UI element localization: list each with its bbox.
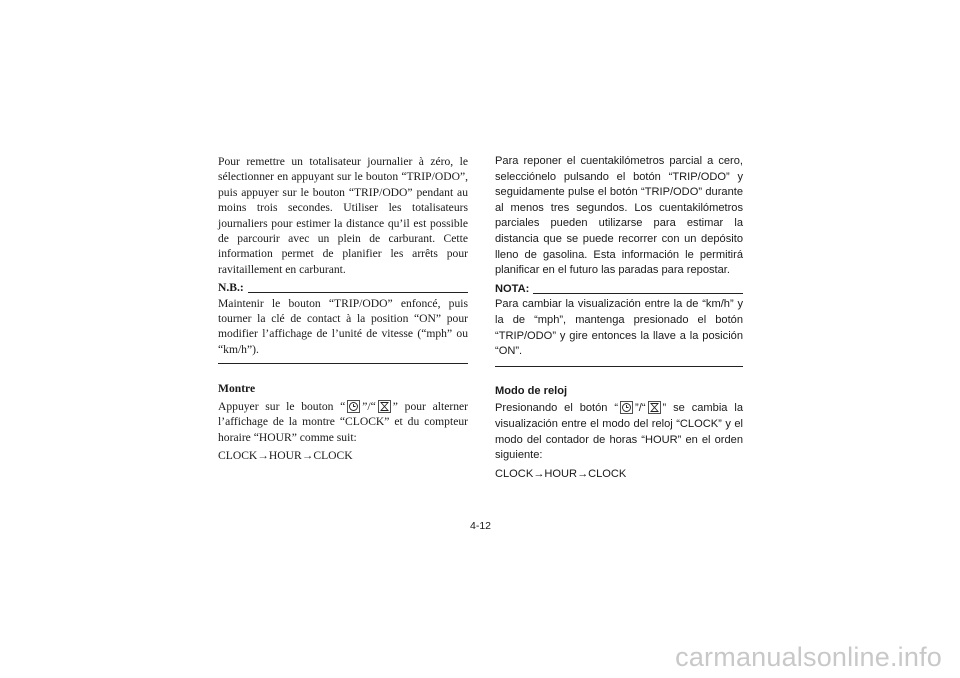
french-note-text: Maintenir le bouton “TRIP/ODO” enfoncé, puis tourner la clé de contact à la position “ON” pour modifier l’affichage de l’unité de vitesse (“mph” ou “km/h”). bbox=[218, 296, 468, 356]
french-column bbox=[218, 154, 468, 463]
french-clock-heading: Montre bbox=[218, 382, 256, 396]
french-reset-paragraph: Pour remettre un totalisateur journalier à zéro, le sélectionner en appuyant sur le bouton “TRIP/ODO”, puis appuyer sur le bouton “TRIP/ODO” pendant au moins trois secondes. Utiliser les totalisateurs journaliers pour estimer la distance qu’il est possible de parcourir avec un plein de carburant. Cette information permet de planifier les arrêts pour ravitaillement en carburant. bbox=[218, 155, 468, 276]
spanish-sequence: CLOCK→HOUR→CLOCK bbox=[495, 467, 627, 480]
french-sequence: CLOCK→HOUR→CLOCK bbox=[218, 448, 353, 462]
french-note-end-rule bbox=[218, 363, 468, 364]
spanish-note-rule bbox=[533, 293, 743, 294]
french-clock-text-before: Appuyer sur le bouton “ bbox=[218, 399, 346, 413]
spanish-clock-text-before: Presionando el botón “ bbox=[495, 402, 619, 415]
page-number: 4-12 bbox=[470, 520, 492, 532]
hourglass-icon bbox=[378, 400, 391, 413]
french-clock-text-after: ” pour alterner l’affichage de la montre “CLOCK” et du compteur horaire “HOUR” comme suit: bbox=[218, 399, 468, 444]
spanish-reset-paragraph: Para reponer el cuentakilómetros parcial a cero, selecciónelo pulsando el botón “TRIP/ODO” y seguidamente pulse el botón “TRIP/ODO” durante al menos tres segundos. Los cuentakilómetros parciales pueden utilizarse para estimar la distancia que se puede recorrer con un depósito lleno de gasolina. Esta información le permitirá planificar en el futuro las paradas para repostar. bbox=[495, 155, 743, 277]
spanish-note-header bbox=[495, 282, 743, 298]
clock-icon bbox=[347, 400, 360, 413]
french-clock-paragraph bbox=[218, 399, 468, 445]
french-note-rule bbox=[248, 292, 468, 293]
spanish-clock-text-mid: ”/“ bbox=[635, 402, 646, 415]
french-note-label: N.B.: bbox=[218, 281, 244, 295]
spanish-clock-text-after: ” se cambia la visualización entre el modo del reloj “CLOCK” y el modo del contador de horas “HOUR” en el orden siguiente: bbox=[495, 402, 743, 462]
clock-icon bbox=[620, 401, 633, 414]
spanish-clock-paragraph bbox=[495, 401, 743, 463]
spanish-note-label: NOTA: bbox=[495, 282, 530, 295]
french-note-header bbox=[218, 280, 468, 295]
spanish-column bbox=[495, 154, 743, 482]
spanish-note-text: Para cambiar la visualización entre la de “km/h” y la de “mph”, mantenga presionado el botón “TRIP/ODO” y gire entonces la llave a la posición “ON”. bbox=[495, 298, 743, 358]
spanish-clock-heading: Modo de reloj bbox=[495, 384, 568, 397]
french-clock-text-mid: ”/“ bbox=[362, 399, 376, 413]
hourglass-icon bbox=[648, 401, 661, 414]
spanish-note-end-rule bbox=[495, 366, 743, 367]
watermark: carmanualsonline.info bbox=[675, 642, 942, 672]
